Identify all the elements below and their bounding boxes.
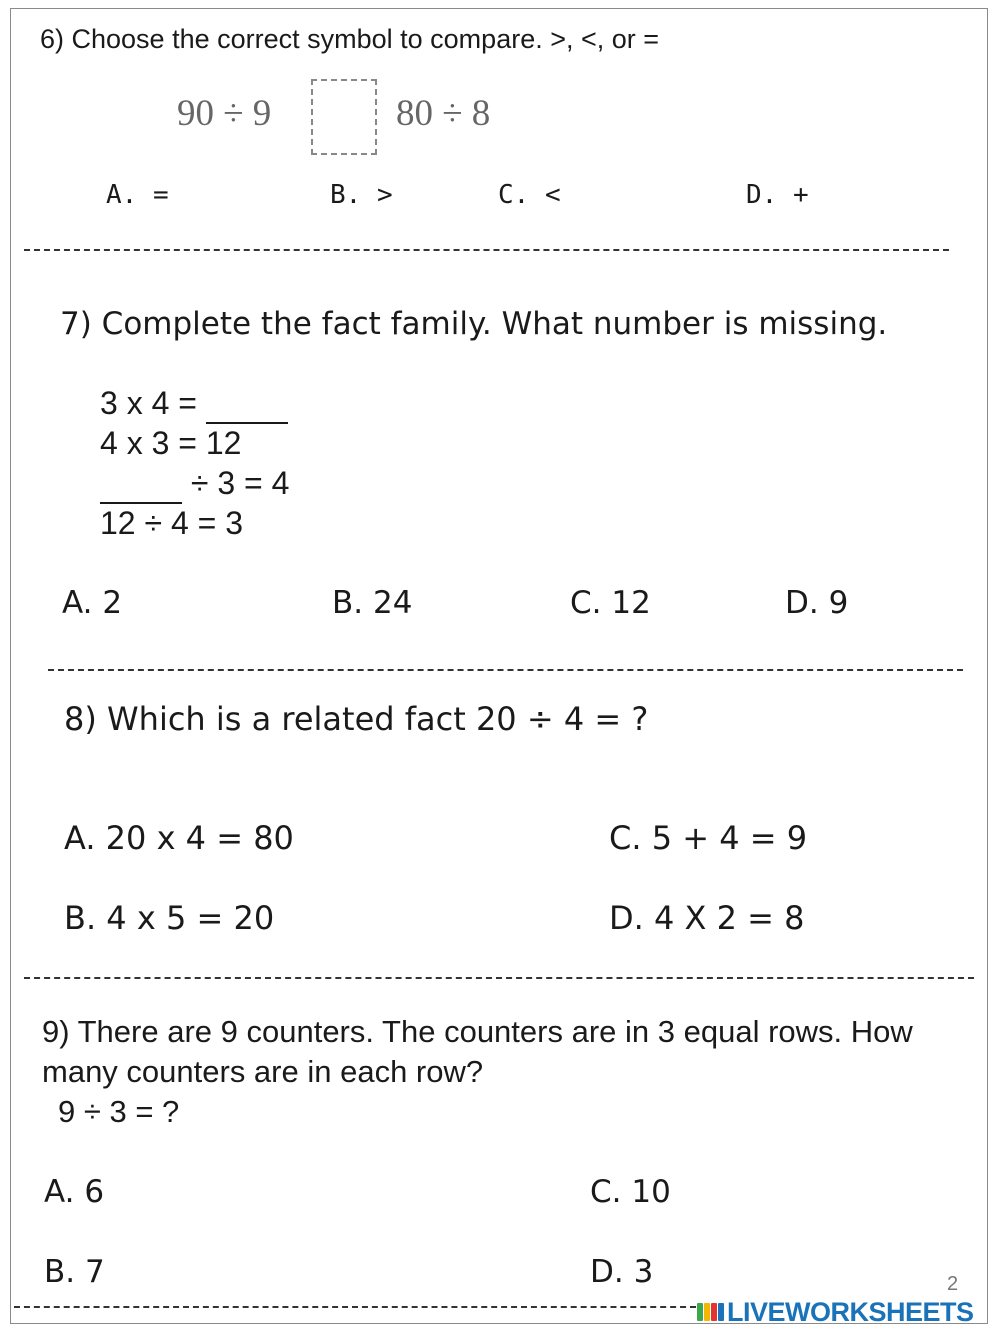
- q8-option-c[interactable]: C. 5 + 4 = 9: [609, 819, 808, 857]
- q7-option-c[interactable]: C. 12: [570, 585, 651, 621]
- q8-prompt: 8) Which is a related fact 20 ÷ 4 = ?: [64, 700, 649, 738]
- q6-prompt: 6) Choose the correct symbol to compare. >, <, or =: [40, 24, 660, 54]
- q7-line-3: [100, 465, 289, 506]
- q7-option-b[interactable]: B. 24: [332, 585, 413, 621]
- q7-line-1-expression: 3 x 4 =: [100, 385, 197, 421]
- q6-left-expression: 90 ÷ 9: [177, 93, 272, 134]
- q7-line-3-expression: ÷ 3 = 4: [190, 465, 290, 501]
- q9-equation: 9 ÷ 3 = ?: [58, 1094, 180, 1129]
- q6-option-c[interactable]: C. <: [498, 180, 561, 210]
- section-divider: [48, 669, 963, 671]
- q7-line-4: 12 ÷ 4 = 3: [100, 505, 243, 541]
- q7-blank-2[interactable]: [100, 465, 182, 504]
- q6-option-d[interactable]: D. +: [746, 180, 809, 210]
- q6-option-b[interactable]: B. >: [330, 180, 393, 210]
- q9-option-d[interactable]: D. 3: [590, 1254, 654, 1290]
- q9-option-b[interactable]: B. 7: [44, 1254, 105, 1290]
- q6-answer-box[interactable]: [311, 79, 377, 155]
- q7-line-2: 4 x 3 = 12: [100, 425, 242, 461]
- q9-option-c[interactable]: C. 10: [590, 1174, 671, 1210]
- page-number: 2: [947, 1273, 959, 1295]
- q9-option-a[interactable]: A. 6: [44, 1174, 105, 1210]
- q7-prompt: 7) Complete the fact family. What number is missing.: [60, 306, 888, 342]
- q8-option-d[interactable]: D. 4 X 2 = 8: [609, 899, 805, 937]
- section-divider: [14, 1306, 696, 1308]
- q7-blank-1[interactable]: [206, 385, 288, 424]
- q7-option-a[interactable]: A. 2: [62, 585, 123, 621]
- section-divider: [24, 249, 949, 251]
- q7-option-d[interactable]: D. 9: [785, 585, 849, 621]
- q9-prompt-line-1: 9) There are 9 counters. The counters are in 3 equal rows. How: [42, 1014, 913, 1049]
- q9-prompt-line-2: many counters are in each row?: [42, 1054, 484, 1089]
- section-divider: [24, 977, 974, 979]
- q7-line-1: [100, 385, 288, 426]
- liveworksheets-logo-icon: [697, 1303, 724, 1321]
- q8-option-a[interactable]: A. 20 x 4 = 80: [64, 819, 294, 857]
- liveworksheets-logo-text: LIVEWORKSHEETS: [727, 1297, 974, 1327]
- liveworksheets-logo: [697, 1299, 974, 1325]
- q6-option-a[interactable]: A. =: [106, 180, 169, 210]
- q8-option-b[interactable]: B. 4 x 5 = 20: [64, 899, 275, 937]
- q6-right-expression: 80 ÷ 8: [396, 93, 491, 134]
